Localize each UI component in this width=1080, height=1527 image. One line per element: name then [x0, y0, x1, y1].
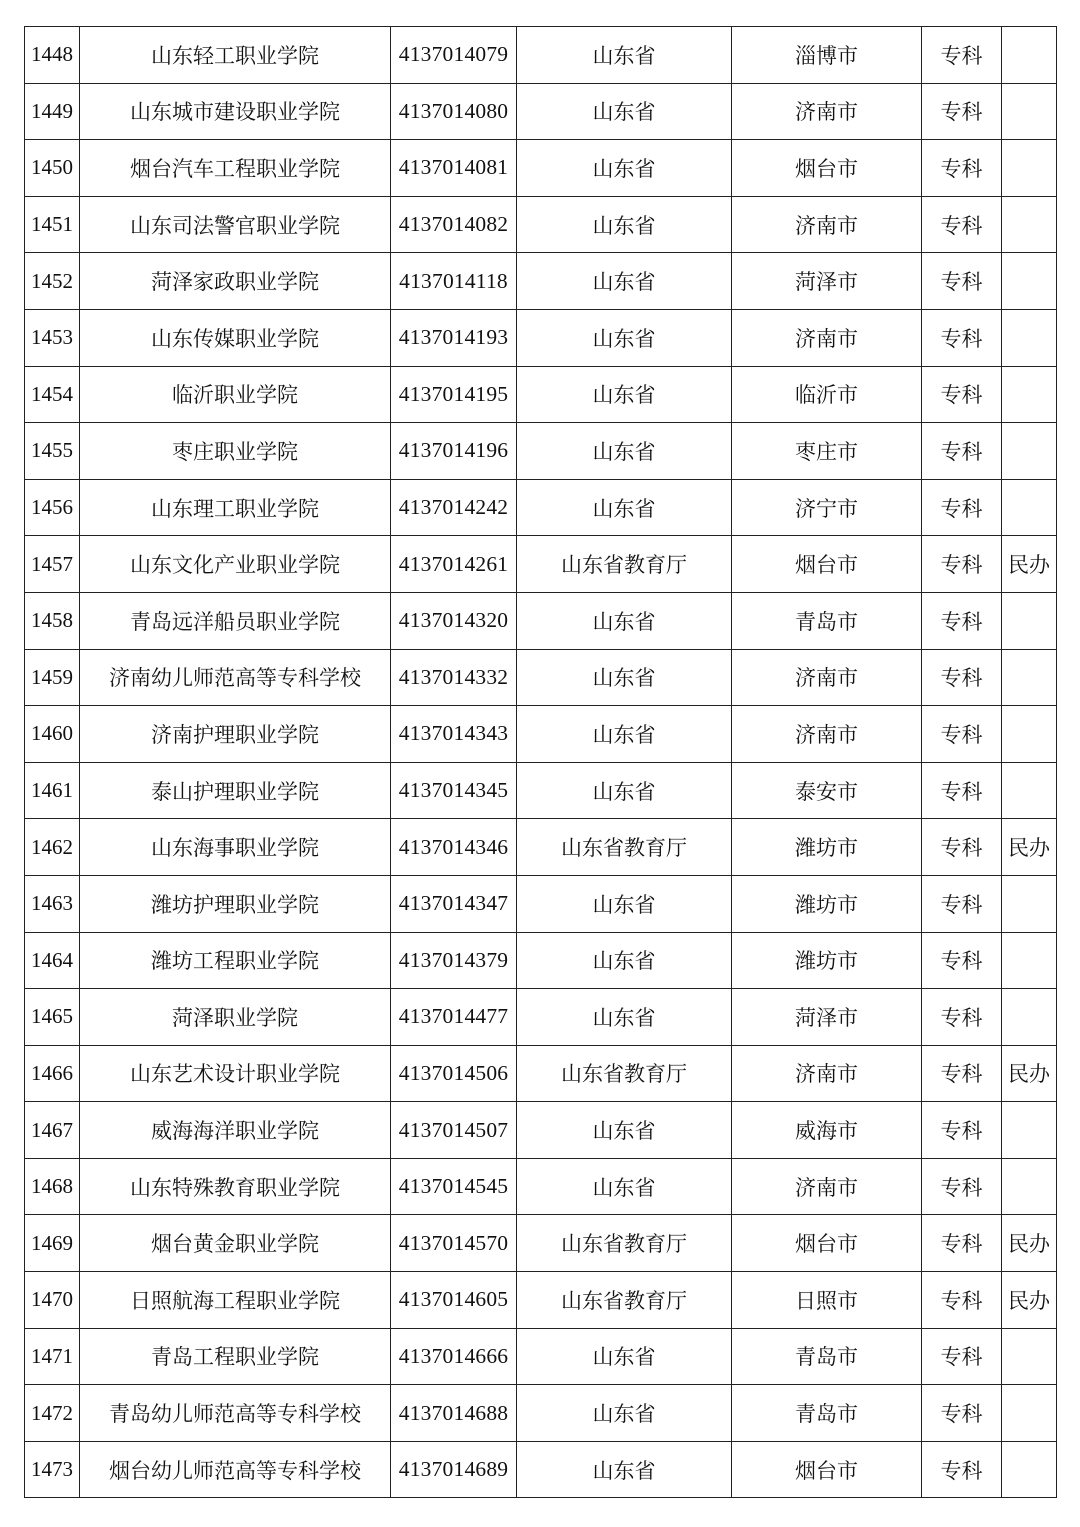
- table-row: [25, 1328, 1057, 1385]
- row-number-cell: 1453: [25, 309, 80, 366]
- institution-name-cell: 泰山护理职业学院: [80, 762, 391, 819]
- row-number-cell: 1455: [25, 423, 80, 480]
- row-number-cell: 1470: [25, 1272, 80, 1329]
- education-level-cell: 专科: [922, 1272, 1002, 1329]
- table-row: [25, 989, 1057, 1046]
- city-cell: 泰安市: [732, 762, 922, 819]
- table-body: [25, 27, 1057, 1498]
- city-cell: 济南市: [732, 83, 922, 140]
- city-cell: 烟台市: [732, 536, 922, 593]
- remark-cell: [1002, 1328, 1057, 1385]
- remark-cell: [1002, 479, 1057, 536]
- governing-authority-cell: 山东省: [517, 1158, 732, 1215]
- city-cell: 日照市: [732, 1272, 922, 1329]
- city-cell: 烟台市: [732, 1215, 922, 1272]
- institution-name-cell: 枣庄职业学院: [80, 423, 391, 480]
- remark-cell: 民办: [1002, 1272, 1057, 1329]
- governing-authority-cell: 山东省: [517, 1441, 732, 1498]
- education-level-cell: 专科: [922, 1441, 1002, 1498]
- remark-cell: 民办: [1002, 1215, 1057, 1272]
- remark-cell: [1002, 309, 1057, 366]
- remark-cell: [1002, 253, 1057, 310]
- remark-cell: [1002, 649, 1057, 706]
- remark-cell: [1002, 196, 1057, 253]
- institution-code-cell: 4137014545: [391, 1158, 517, 1215]
- row-number-cell: 1454: [25, 366, 80, 423]
- remark-cell: [1002, 423, 1057, 480]
- city-cell: 济宁市: [732, 479, 922, 536]
- remark-cell: [1002, 27, 1057, 84]
- city-cell: 济南市: [732, 309, 922, 366]
- table-row: [25, 649, 1057, 706]
- institution-name-cell: 青岛远洋船员职业学院: [80, 592, 391, 649]
- city-cell: 济南市: [732, 1045, 922, 1102]
- institution-name-cell: 烟台黄金职业学院: [80, 1215, 391, 1272]
- remark-cell: [1002, 83, 1057, 140]
- institution-code-cell: 4137014081: [391, 140, 517, 197]
- education-level-cell: 专科: [922, 875, 1002, 932]
- remark-cell: 民办: [1002, 819, 1057, 876]
- governing-authority-cell: 山东省教育厅: [517, 536, 732, 593]
- education-level-cell: 专科: [922, 140, 1002, 197]
- row-number-cell: 1461: [25, 762, 80, 819]
- education-level-cell: 专科: [922, 1045, 1002, 1102]
- institution-name-cell: 青岛幼儿师范高等专科学校: [80, 1385, 391, 1442]
- governing-authority-cell: 山东省教育厅: [517, 1272, 732, 1329]
- row-number-cell: 1473: [25, 1441, 80, 1498]
- row-number-cell: 1472: [25, 1385, 80, 1442]
- governing-authority-cell: 山东省: [517, 27, 732, 84]
- remark-cell: [1002, 875, 1057, 932]
- institution-name-cell: 潍坊护理职业学院: [80, 875, 391, 932]
- education-level-cell: 专科: [922, 1102, 1002, 1159]
- education-level-cell: 专科: [922, 196, 1002, 253]
- remark-cell: 民办: [1002, 1045, 1057, 1102]
- remark-cell: [1002, 1441, 1057, 1498]
- institution-code-cell: 4137014477: [391, 989, 517, 1046]
- table-row: [25, 1102, 1057, 1159]
- row-number-cell: 1464: [25, 932, 80, 989]
- remark-cell: [1002, 140, 1057, 197]
- institution-code-cell: 4137014261: [391, 536, 517, 593]
- city-cell: 菏泽市: [732, 253, 922, 310]
- row-number-cell: 1451: [25, 196, 80, 253]
- education-level-cell: 专科: [922, 819, 1002, 876]
- table-row: [25, 875, 1057, 932]
- city-cell: 枣庄市: [732, 423, 922, 480]
- remark-cell: [1002, 1158, 1057, 1215]
- institution-code-cell: 4137014605: [391, 1272, 517, 1329]
- row-number-cell: 1462: [25, 819, 80, 876]
- table-row: [25, 1385, 1057, 1442]
- governing-authority-cell: 山东省: [517, 989, 732, 1046]
- institution-name-cell: 济南护理职业学院: [80, 706, 391, 763]
- education-level-cell: 专科: [922, 706, 1002, 763]
- institution-code-cell: 4137014689: [391, 1441, 517, 1498]
- institution-name-cell: 山东城市建设职业学院: [80, 83, 391, 140]
- education-level-cell: 专科: [922, 27, 1002, 84]
- city-cell: 烟台市: [732, 140, 922, 197]
- education-level-cell: 专科: [922, 1215, 1002, 1272]
- institution-code-cell: 4137014346: [391, 819, 517, 876]
- table-row: [25, 1045, 1057, 1102]
- row-number-cell: 1450: [25, 140, 80, 197]
- city-cell: 淄博市: [732, 27, 922, 84]
- city-cell: 青岛市: [732, 1328, 922, 1385]
- governing-authority-cell: 山东省: [517, 649, 732, 706]
- education-level-cell: 专科: [922, 423, 1002, 480]
- city-cell: 烟台市: [732, 1441, 922, 1498]
- institution-code-cell: 4137014379: [391, 932, 517, 989]
- row-number-cell: 1468: [25, 1158, 80, 1215]
- table-row: [25, 196, 1057, 253]
- governing-authority-cell: 山东省: [517, 83, 732, 140]
- city-cell: 济南市: [732, 1158, 922, 1215]
- row-number-cell: 1469: [25, 1215, 80, 1272]
- institution-name-cell: 青岛工程职业学院: [80, 1328, 391, 1385]
- institution-name-cell: 山东传媒职业学院: [80, 309, 391, 366]
- education-level-cell: 专科: [922, 592, 1002, 649]
- institution-name-cell: 临沂职业学院: [80, 366, 391, 423]
- table-row: [25, 1215, 1057, 1272]
- education-level-cell: 专科: [922, 309, 1002, 366]
- governing-authority-cell: 山东省教育厅: [517, 1215, 732, 1272]
- institution-name-cell: 山东海事职业学院: [80, 819, 391, 876]
- city-cell: 青岛市: [732, 592, 922, 649]
- table-row: [25, 27, 1057, 84]
- institution-name-cell: 山东文化产业职业学院: [80, 536, 391, 593]
- remark-cell: [1002, 1385, 1057, 1442]
- institution-code-cell: 4137014506: [391, 1045, 517, 1102]
- governing-authority-cell: 山东省教育厅: [517, 819, 732, 876]
- governing-authority-cell: 山东省: [517, 762, 732, 819]
- institution-code-cell: 4137014242: [391, 479, 517, 536]
- institution-code-cell: 4137014570: [391, 1215, 517, 1272]
- institution-code-cell: 4137014193: [391, 309, 517, 366]
- institution-name-cell: 烟台汽车工程职业学院: [80, 140, 391, 197]
- institution-code-cell: 4137014195: [391, 366, 517, 423]
- row-number-cell: 1463: [25, 875, 80, 932]
- institution-name-cell: 山东理工职业学院: [80, 479, 391, 536]
- row-number-cell: 1459: [25, 649, 80, 706]
- institution-name-cell: 济南幼儿师范高等专科学校: [80, 649, 391, 706]
- table-row: [25, 423, 1057, 480]
- institution-name-cell: 威海海洋职业学院: [80, 1102, 391, 1159]
- governing-authority-cell: 山东省: [517, 1328, 732, 1385]
- governing-authority-cell: 山东省: [517, 479, 732, 536]
- table-row: [25, 536, 1057, 593]
- remark-cell: [1002, 592, 1057, 649]
- institution-code-cell: 4137014345: [391, 762, 517, 819]
- remark-cell: [1002, 1102, 1057, 1159]
- row-number-cell: 1460: [25, 706, 80, 763]
- institution-name-cell: 菏泽职业学院: [80, 989, 391, 1046]
- city-cell: 潍坊市: [732, 875, 922, 932]
- table-row: [25, 140, 1057, 197]
- institution-name-cell: 菏泽家政职业学院: [80, 253, 391, 310]
- institution-code-cell: 4137014082: [391, 196, 517, 253]
- governing-authority-cell: 山东省: [517, 932, 732, 989]
- governing-authority-cell: 山东省: [517, 196, 732, 253]
- row-number-cell: 1448: [25, 27, 80, 84]
- institution-name-cell: 山东轻工职业学院: [80, 27, 391, 84]
- table-row: [25, 1441, 1057, 1498]
- table-row: [25, 366, 1057, 423]
- city-cell: 济南市: [732, 196, 922, 253]
- governing-authority-cell: 山东省: [517, 1102, 732, 1159]
- institution-name-cell: 烟台幼儿师范高等专科学校: [80, 1441, 391, 1498]
- institution-code-cell: 4137014347: [391, 875, 517, 932]
- city-cell: 潍坊市: [732, 819, 922, 876]
- governing-authority-cell: 山东省: [517, 423, 732, 480]
- governing-authority-cell: 山东省: [517, 309, 732, 366]
- row-number-cell: 1456: [25, 479, 80, 536]
- institution-code-cell: 4137014343: [391, 706, 517, 763]
- table-row: [25, 592, 1057, 649]
- institution-code-cell: 4137014332: [391, 649, 517, 706]
- governing-authority-cell: 山东省: [517, 1385, 732, 1442]
- remark-cell: 民办: [1002, 536, 1057, 593]
- row-number-cell: 1449: [25, 83, 80, 140]
- education-level-cell: 专科: [922, 536, 1002, 593]
- institution-code-cell: 4137014320: [391, 592, 517, 649]
- table-row: [25, 1272, 1057, 1329]
- education-level-cell: 专科: [922, 989, 1002, 1046]
- city-cell: 济南市: [732, 649, 922, 706]
- education-level-cell: 专科: [922, 762, 1002, 819]
- institution-name-cell: 山东特殊教育职业学院: [80, 1158, 391, 1215]
- table-row: [25, 1158, 1057, 1215]
- institution-name-cell: 山东艺术设计职业学院: [80, 1045, 391, 1102]
- row-number-cell: 1457: [25, 536, 80, 593]
- city-cell: 菏泽市: [732, 989, 922, 1046]
- institution-code-cell: 4137014196: [391, 423, 517, 480]
- table-row: [25, 253, 1057, 310]
- governing-authority-cell: 山东省: [517, 253, 732, 310]
- table-row: [25, 309, 1057, 366]
- city-cell: 青岛市: [732, 1385, 922, 1442]
- education-level-cell: 专科: [922, 1158, 1002, 1215]
- institution-name-cell: 山东司法警官职业学院: [80, 196, 391, 253]
- education-level-cell: 专科: [922, 479, 1002, 536]
- remark-cell: [1002, 932, 1057, 989]
- institution-table: [24, 26, 1057, 1498]
- institution-code-cell: 4137014507: [391, 1102, 517, 1159]
- institution-code-cell: 4137014079: [391, 27, 517, 84]
- education-level-cell: 专科: [922, 1385, 1002, 1442]
- institution-code-cell: 4137014118: [391, 253, 517, 310]
- education-level-cell: 专科: [922, 649, 1002, 706]
- row-number-cell: 1458: [25, 592, 80, 649]
- education-level-cell: 专科: [922, 83, 1002, 140]
- governing-authority-cell: 山东省: [517, 875, 732, 932]
- row-number-cell: 1467: [25, 1102, 80, 1159]
- governing-authority-cell: 山东省: [517, 706, 732, 763]
- institution-code-cell: 4137014080: [391, 83, 517, 140]
- table-row: [25, 479, 1057, 536]
- remark-cell: [1002, 762, 1057, 819]
- governing-authority-cell: 山东省: [517, 366, 732, 423]
- table-row: [25, 706, 1057, 763]
- institution-name-cell: 潍坊工程职业学院: [80, 932, 391, 989]
- education-level-cell: 专科: [922, 253, 1002, 310]
- table-row: [25, 932, 1057, 989]
- row-number-cell: 1452: [25, 253, 80, 310]
- education-level-cell: 专科: [922, 366, 1002, 423]
- education-level-cell: 专科: [922, 1328, 1002, 1385]
- education-level-cell: 专科: [922, 932, 1002, 989]
- row-number-cell: 1465: [25, 989, 80, 1046]
- institution-name-cell: 日照航海工程职业学院: [80, 1272, 391, 1329]
- city-cell: 潍坊市: [732, 932, 922, 989]
- governing-authority-cell: 山东省: [517, 592, 732, 649]
- city-cell: 济南市: [732, 706, 922, 763]
- governing-authority-cell: 山东省教育厅: [517, 1045, 732, 1102]
- remark-cell: [1002, 989, 1057, 1046]
- table-row: [25, 819, 1057, 876]
- institution-code-cell: 4137014688: [391, 1385, 517, 1442]
- city-cell: 威海市: [732, 1102, 922, 1159]
- remark-cell: [1002, 706, 1057, 763]
- remark-cell: [1002, 366, 1057, 423]
- row-number-cell: 1471: [25, 1328, 80, 1385]
- institution-code-cell: 4137014666: [391, 1328, 517, 1385]
- row-number-cell: 1466: [25, 1045, 80, 1102]
- table-row: [25, 83, 1057, 140]
- table-row: [25, 762, 1057, 819]
- city-cell: 临沂市: [732, 366, 922, 423]
- governing-authority-cell: 山东省: [517, 140, 732, 197]
